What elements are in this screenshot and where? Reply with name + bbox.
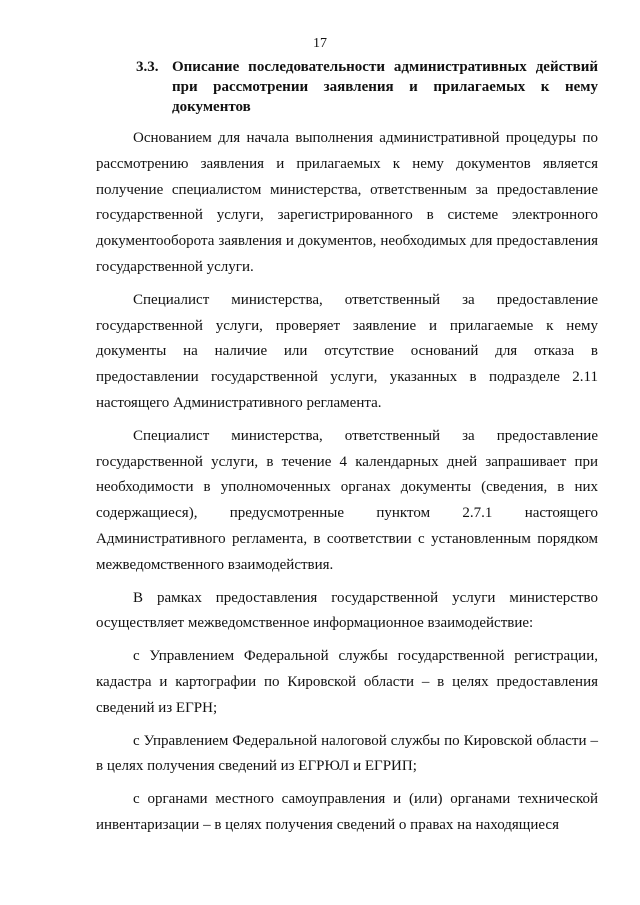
document-body bbox=[96, 126, 598, 839]
paragraph-interaction: В рамках предоставления государственной услуги министерство осуществляет межведомственное информационное взаимодействие: bbox=[96, 589, 598, 632]
paragraph-rosreestr: с Управлением Федеральной службы государственной регистрации, кадастра и картографии по Кировской области – в целях предоставления сведений из ЕГРН; bbox=[96, 648, 598, 716]
paragraph-basis: Основанием для начала выполнения административной процедуры по рассмотрению заявления и прилагаемых к нему документов является получение специалистом министерства, ответственным за предоставление государственной услуги, зарегистрированного в системе электронного документооборота заявления и документов, необходимых для предоставления государственной услуги. bbox=[96, 130, 598, 275]
paragraph-local-government: с органами местного самоуправления и (или) органами технической инвентаризации – в целях получения сведений о правах на находящиеся bbox=[96, 791, 598, 833]
paragraph-request: Специалист министерства, ответственный за предоставление государственной услуги, в течение 4 календарных дней запрашивает при необходимости в уполномоченных органах документы (сведения, в них содержащиеся), предусмотренные пунктом 2.7.1 настоящего Административного регламента, в соответствии с установленным порядком межведомственного взаимодействия. bbox=[96, 427, 598, 573]
section-number: 3.3. bbox=[136, 59, 159, 75]
page-number: 17 bbox=[313, 36, 327, 51]
paragraph-check: Специалист министерства, ответственный за предоставление государственной услуги, проверяет заявление и прилагаемые к нему документы на наличие или отсутствие оснований для отказа в предоставлении государственной услуги, указанных в подразделе 2.11 настоящего Административного регламента. bbox=[96, 291, 598, 411]
paragraph-tax-service: с Управлением Федеральной налоговой службы по Кировской области – в целях получения сведений из ЕГРЮЛ и ЕГРИП; bbox=[96, 732, 598, 775]
section-heading bbox=[136, 57, 598, 117]
section-title: Описание последовательности административных действий при рассмотрении заявления и прилагаемых к нему документов bbox=[172, 59, 598, 115]
